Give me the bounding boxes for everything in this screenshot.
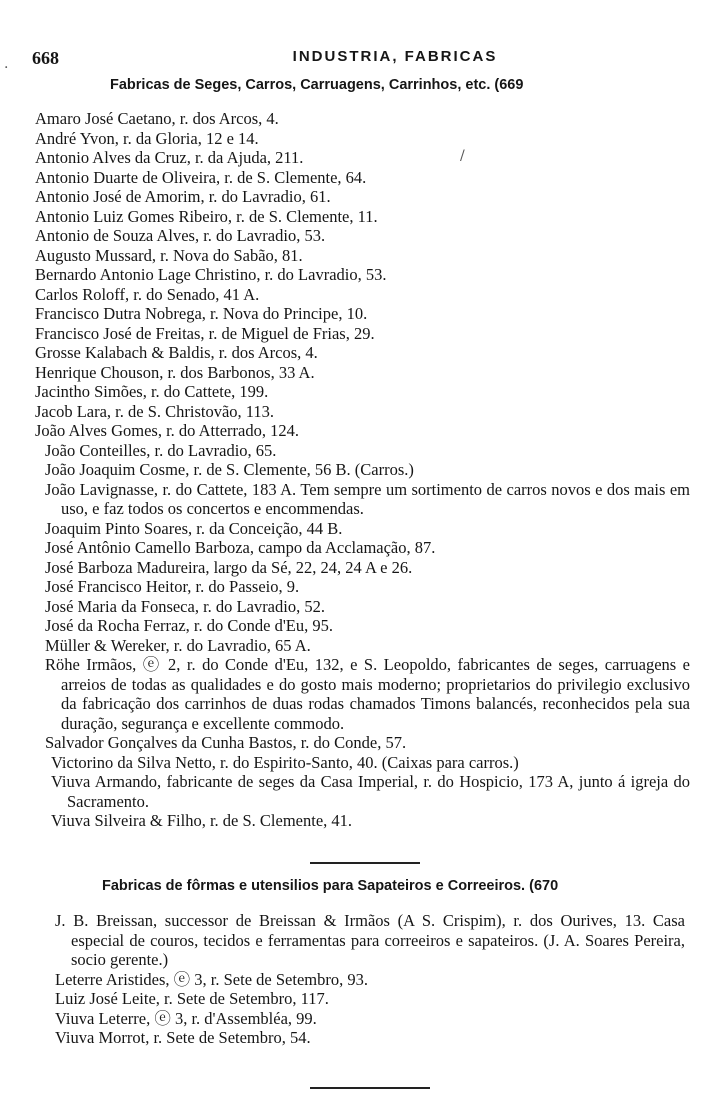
directory-entry: João Alves Gomes, r. do Atterrado, 124. <box>35 421 299 440</box>
directory-entry: Antonio de Souza Alves, r. do Lavradio, 53. <box>35 226 326 245</box>
page-number: 668 <box>32 48 59 68</box>
stray-mark: / <box>460 148 465 164</box>
section-entries-sapateiros-correeiros <box>55 911 685 1048</box>
running-head: INDUSTRIA, FABRICAS <box>292 48 498 65</box>
directory-entry: Viuva Armando, fabricante de seges da Casa Imperial, r. do Hospicio, 173 A, junto á igreja do Sacramento. <box>51 772 690 811</box>
directory-entry: Amaro José Caetano, r. dos Arcos, 4. <box>35 109 279 128</box>
directory-entry: André Yvon, r. da Gloria, 12 e 14. <box>35 128 259 148</box>
directory-entry: Antonio Luiz Gomes Ribeiro, r. de S. Clemente, 11. <box>35 206 378 226</box>
end-divider <box>310 1087 430 1089</box>
directory-entry: Luiz José Leite, r. Sete de Setembro, 117. <box>55 989 329 1008</box>
directory-entry: Antonio Duarte de Oliveira, r. de S. Clemente, 64. <box>35 167 367 187</box>
directory-entry: José Barboza Madureira, largo da Sé, 22, 24, 24 A e 26. <box>45 557 413 577</box>
directory-entry: Henrique Chouson, r. dos Barbonos, 33 A. <box>35 362 315 382</box>
directory-entry: Leterre Aristides, ⓔ 3, r. Sete de Setembro, 93. <box>55 969 368 989</box>
directory-entry: Viuva Silveira & Filho, r. de S. Clemente, 41. <box>51 811 353 830</box>
directory-entry: João Lavignasse, r. do Cattete, 183 A. Tem sempre um sortimento de carros novos e dos mais em uso, e faz todos os concertos e encommendas. <box>45 479 690 518</box>
directory-entry: José da Rocha Ferraz, r. do Conde d'Eu, 95. <box>45 616 333 635</box>
directory-entry: Jacintho Simões, r. do Cattete, 199. <box>35 382 269 401</box>
section-heading-sapateiros-correeiros: Fabricas de fôrmas e utensilios para Sapateiros e Correeiros. (670 <box>102 878 559 894</box>
directory-entry: Francisco Dutra Nobrega, r. Nova do Principe, 10. <box>35 304 368 323</box>
directory-entry: Jacob Lara, r. de S. Christovão, 113. <box>35 401 275 421</box>
directory-entry: José Antônio Camello Barboza, campo da Acclamação, 87. <box>45 538 436 557</box>
directory-entry: Joaquim Pinto Soares, r. da Conceição, 44 B. <box>45 518 343 538</box>
directory-entry: Victorino da Silva Netto, r. do Espirito-Santo, 40. (Caixas para carros.) <box>51 752 519 772</box>
directory-entry: Viuva Leterre, ⓔ 3, r. d'Assembléa, 99. <box>55 1008 317 1028</box>
directory-entry: Grosse Kalabach & Baldis, r. dos Arcos, 4. <box>35 343 318 362</box>
directory-entry: José Francisco Heitor, r. do Passeio, 9. <box>45 577 300 596</box>
directory-entry: Francisco José de Freitas, r. de Miguel de Frias, 29. <box>35 323 375 343</box>
directory-entry: João Conteilles, r. do Lavradio, 65. <box>45 440 277 460</box>
section-heading-seges-carros: Fabricas de Seges, Carros, Carruagens, Carrinhos, etc. (669 <box>110 77 524 93</box>
directory-entry: Bernardo Antonio Lage Christino, r. do Lavradio, 53. <box>35 265 387 284</box>
section-divider <box>310 862 420 864</box>
directory-entry: Antonio José de Amorim, r. do Lavradio, 61. <box>35 187 331 206</box>
stray-mark: · <box>4 60 9 76</box>
directory-entry: Antonio Alves da Cruz, r. da Ajuda, 211. <box>35 148 304 167</box>
directory-entry: João Joaquim Cosme, r. de S. Clemente, 56 B. (Carros.) <box>45 460 414 479</box>
directory-entry: Carlos Roloff, r. do Senado, 41 A. <box>35 284 260 304</box>
directory-entry: Augusto Mussard, r. Nova do Sabão, 81. <box>35 245 303 265</box>
directory-entry: José Maria da Fonseca, r. do Lavradio, 52. <box>45 596 325 616</box>
directory-entry: J. B. Breissan, successor de Breissan & Irmãos (A S. Crispim), r. dos Ourives, 13. Casa especial de couros, tecidos e ferramentas para correeiros e sapateiros. (J. A. Soares Pereira, socio gerente.) <box>55 911 685 969</box>
section-entries-seges-carros <box>35 109 690 831</box>
directory-entry: Röhe Irmãos, ⓔ 2, r. do Conde d'Eu, 132, e S. Leopoldo, fabricantes de seges, carruagens e arreios de todas as qualidades e do gosto mais moderno; proprietarios do privilegio exclusivo da fabricação dos carrinhos de duas rodas chamados Timons balancés, reconhecidos pela sua duração, segurança e excellente commodo. <box>45 655 690 733</box>
directory-entry: Müller & Wereker, r. do Lavradio, 65 A. <box>45 635 311 655</box>
directory-entry: Salvador Gonçalves da Cunha Bastos, r. do Conde, 57. <box>45 733 407 752</box>
directory-entry: Viuva Morrot, r. Sete de Setembro, 54. <box>55 1028 311 1047</box>
